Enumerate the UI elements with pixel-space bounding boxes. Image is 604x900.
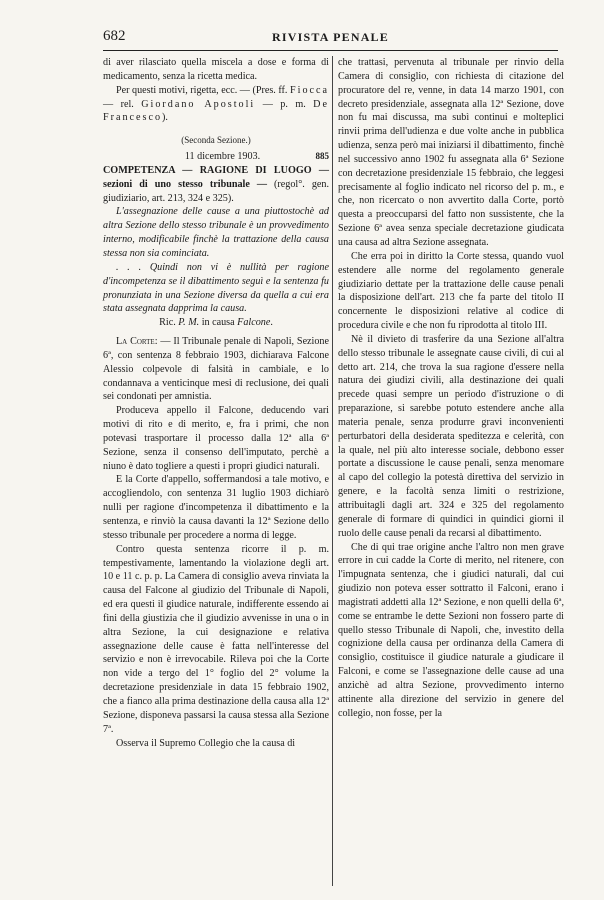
- paragraph: Che erra poi in diritto la Corte stessa, quando vuol estendere alle norme del regolamento generale giudiziario dettate per la trattazione delle cause penali la disposizione dell'art. 213 che fa parte del titolo II concernente le disposizioni relative al codice di procedura civile e che non fu riprodotta al titolo III.: [338, 250, 564, 332]
- paragraph: La Corte: — Il Tribunale penale di Napoli, Sezione 6ª, con sentenza 8 febbraio 1903, dichiarava Falcone Alessio colpevole di falsità in cambiale, e lo condannava a venticinque mesi di reclusione, dei quali sei condonati per amnistia.: [103, 336, 329, 403]
- decision-date: 11 dicembre 1903. 885: [184, 151, 329, 163]
- court-label: La Corte: [116, 336, 155, 348]
- paragraph: Nè il divieto di trasferire da una Sezione all'altra dello stesso tribunale le assegnate cause civili, di cui al detto art. 214, che trova la sua ragione d'essere nella natura dei giudizi civili, alla destinazione dei quali precede quasi sempre un periodo d'istruzione o di preparazione, si sarebbe potuto estendere anche alla materia penale, senza produrre gravi inconvenienti perturbatori della desiderata speditezza e celerità, con la quale, nel più alto interesse sociale, debbono esser portate a discussione le cause penali, senza menomare al capo del collegio la potestà direttiva del servizio in genere, e la facoltà senza limiti o restrizione, attribuitagli dagli art. 324 e 325 del regolamento generale di formare di quindici in quindici giorni il ruolo delle cause penali da recarsi al dibattimento.: [338, 333, 564, 539]
- right-column: [338, 56, 564, 721]
- paragraph: Contro questa sentenza ricorre il p. m. tempestivamente, lamentando la violazione degli art. 10 e 11 c. p. p. La Camera di consiglio aveva rinviata la causa del Falcone al giudizio del Tribunale di Napoli, ed era questi il giudice naturale, indifferente essendo ai fini della giustizia che il giudizio avvenisse in una o in altra Sezione, la cui designazione e relativa assegnazione delle cause è fatta nell'interesse del servizio e non è irrevocabile. Rileva poi che la Corte non vide a tergo del 1° foglio del 2° volume la decretazione presidenziale in data 15 febbraio 1902, che a fianco alla prima destinazione della causa alla 12ª Sezione, disponeva passarsi la causa stessa alla Sezione 7ª.: [103, 543, 329, 735]
- maxim: . . . Quindi non vi è nullità per ragione d'incompetenza se il dibattimento seguì e la sentenza fu pronunziata in una Sezione diversa da quella a cui era stata assegnata dapprima la causa.: [103, 261, 329, 315]
- rapporteur-name: Giordano Apostoli: [141, 98, 256, 110]
- president-name: Fiocca: [290, 84, 329, 96]
- paragraph: Osserva il Supremo Collegio che la causa di: [116, 737, 296, 749]
- maxim: L'assegnazione delle cause a una piuttostochè ad altra Sezione dello stesso tribunale è un provvedimento interno, modificabile finchè la trattazione della causa stessa non sia cominciata.: [103, 206, 329, 259]
- page-number: 682: [103, 28, 126, 44]
- paragraph: Che di qui trae origine anche l'altro non men grave errore in cui cadde la Corte di merito, nel ritenere, con l'impugnata sentenza, che i giudici naturali, dal cui giudizio non poteva esser sottratto il Falconi, erano i magistrati addetti alla 12ª Sezione, e non quelli della 6ª, come se entrambe le dette Sezioni non fossero parte di quello stesso Tribunale di Napoli, che, investito della cognizione della causa per ordinanza della Camera di consiglio, costituisce il giudice naturale a giudicare il Falconi, e come se l'assegnazione delle cause ad una anzichè ad altra Sezione, provvedimento interno attinente alla direzione del servizio in genere del collegio, non fosse, per la: [338, 541, 564, 719]
- left-column: [103, 56, 329, 750]
- paragraph: di aver rilasciato quella miscela a dose e forma di medicamento, senza la ricetta medica.: [103, 57, 329, 82]
- page-header: [103, 28, 558, 48]
- decision-line: Per questi motivi, rigetta, ecc. — (Pres. ff. Fiocca — rel. Giordano Apostoli — p. m. De Francesco).: [103, 84, 329, 124]
- running-title: RIVISTA PENALE: [272, 30, 389, 44]
- court-section: (Seconda Sezione.): [181, 135, 251, 146]
- case-title: COMPETENZA — RAGIONE DI LUOGO — sezioni di uno stesso tribunale — (regol°. gen. giudiziario, art. 213, 324 e 325).: [103, 164, 329, 204]
- header-rule: [103, 50, 558, 51]
- paragraph: Produceva appello il Falcone, deducendo vari motivi di rito e di merito, e, fra i primi, che non potevasi trasportare il processo dalla 12ª alla 6ª Sezione, senza il consenso dell'imputato, perchè a niuno è dato togliere a questi i propri giudici naturali.: [103, 405, 329, 472]
- appeal-line: Ric. P. M. in causa Falcone.: [159, 317, 273, 329]
- case-number: 885: [315, 151, 329, 162]
- prosecutor-name: De Francesco: [103, 98, 329, 124]
- column-divider: [332, 56, 333, 886]
- paragraph: che trattasi, pervenuta al tribunale per rinvio della Camera di consiglio, con richiesta di citazione del procuratore del re, venne, in data 14 marzo 1901, con decreto presidenziale, assegnata alla 12ª Sezione, dove non fu mai discussa, ma subì continui e molteplici rinvii prima dell'udienza e due volte anche in pubblica udienza, senza però mai iniziarsi il dibattimento, finchè nel successivo anno 1902 fu assegnata alla 6ª Sezione con decretazione presidenziale 15 febbraio, che leggesi precisamente al foglio indicato nel ricorso del p. m., e che, non ricercato o non avvertito dalla Corte, portò questa a preoccuparsi del fatto non sussistente, che la Sezione 6ª avea senza speciale decretazione giudicata una causa ad altra Sezione assegnata.: [338, 57, 564, 248]
- paragraph: E la Corte d'appello, soffermandosi a tale motivo, e accogliendolo, con sentenza 31 luglio 1903 dichiarò nulli per ragione d'incompetenza il dibattimento e la sentenza, e rinviò la causa davanti la 12ª Sezione dello stesso tribunale per procedere a norma di legge.: [103, 474, 329, 541]
